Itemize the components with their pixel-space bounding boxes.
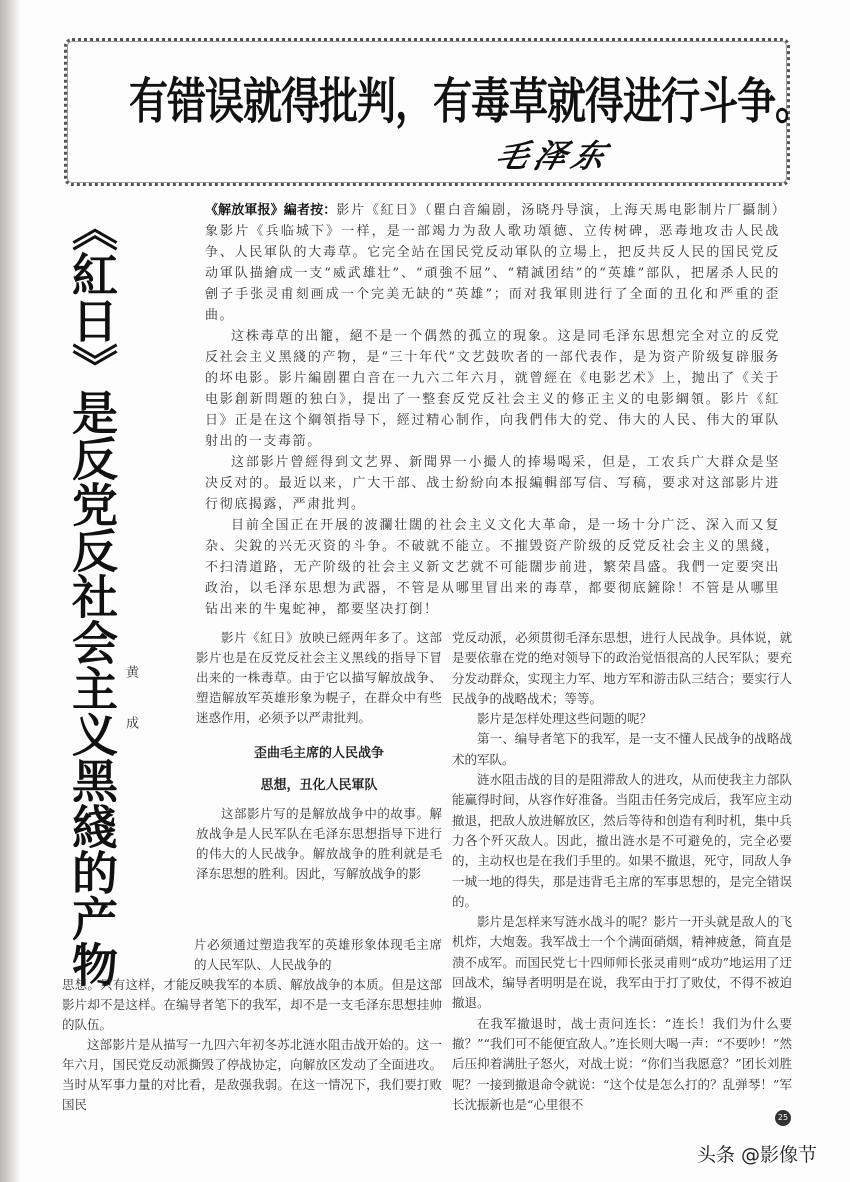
editor-note-paragraph: 这株毒草的出籠，絕不是一个偶然的孤立的現象。这是同毛泽东思想完全对立的反党反社会主义黑綫的产物，是“三十年代”文艺鼓吹者的一部代表作，是为资产阶级复辟服务的坏电影。影片編剧瞿白音在一九六二年六月，就曾經在《电影艺术》上，抛出了《关于电影創新問題的独白》，提出了一整套反党反社会主义的修正主义的电影綱領。影片《紅日》正是在这个綱領指导下，經过精心制作，向我們伟大的党、伟大的人民、伟大的軍队射出的一支毒箭。 (205, 329, 780, 449)
body-paragraph: 在我军撤退时，战士责问连长：“连长！我们为什么要撤？”“我们可不能便宜敌人。”连长则大喝一声：“不要吵！”然后压抑着满肚子怒火，对战士说：“你们当我愿意？”团长刘胜呢？一接到撤退命令就说：“这个仗是怎么打的？乱弹琴！”军长沈振新也是“心里很不 (452, 1015, 792, 1112)
editor-note (205, 200, 780, 620)
section-subheading: 歪曲毛主席的人民战争 思想，丑化人民軍队 (253, 746, 384, 793)
editor-note-label: 《解放軍报》編者按： (205, 203, 337, 218)
editor-note-paragraph: 目前全国正在开展的波瀾壮闊的社会主义文化大革命，是一场十分广泛、深入而又复杂、尖銳的兴无灭资的斗争。不破就不能立。不摧毁资产阶级的反党反社会主义的黑綫，不扫清道路，无产阶级的社会主义新文艺就不可能闊步前进，繁荣昌盛。我們一定要突出政治，以毛泽东思想为武器，不管是从哪里冒出来的毒草，都要彻底鏟除！不管是从哪里钻出来的牛鬼蛇神，都要坚决打倒！ (205, 518, 780, 617)
body-paragraph: 影片是怎样处理这些问题的呢？ (477, 711, 653, 727)
body-paragraph: 思想。只有这样，才能反映我军的本质、解放战争的本质。但是这部影片却不是这样。在编导者笔下的我军，却不是一支毛泽东思想挂帅的队伍。 (62, 977, 442, 1032)
body-paragraph: 这部影片写的是解放战争中的故事。解放战争是人民军队在毛泽东思想指导下进行的伟大的人民战争。解放战争的胜利就是毛泽东思想的胜利。因此，写解放战争的影 (196, 806, 442, 881)
watermark: 头条 @影像节 (697, 1144, 818, 1166)
body-column-right (452, 628, 792, 1115)
article-title: 《紅日》是反党反社会主义黑綫的产物 (65, 205, 119, 987)
body-column-left (196, 628, 442, 884)
quotation-box (64, 38, 814, 186)
body-paragraph: 影片是怎样来写涟水战斗的呢？影片一开头就是敌人的飞机炸，大炮轰。我军战士一个个满面硝烟，精神疲惫，简直是溃不成军。而国民党七十四师师长张灵甫则“成功”地运用了迂回战术，编导者明明是在说，我军由于打了败仗，不得不被迫撤退。 (452, 914, 792, 1011)
page-number: 25 (775, 1110, 791, 1126)
signature: 毛泽东 (491, 137, 616, 175)
body-paragraph: 党反动派，必须贯彻毛泽东思想，进行人民战争。具体说，就是要依靠在党的绝对领导下的政治觉悟很高的人民军队；要充分发动群众，实现主力军、地方军和游击队三结合；要实行人民战争的战略战术；等等。 (452, 630, 792, 706)
body-column-left-bottom (62, 935, 442, 1115)
editor-note-paragraph: 这部影片曾經得到文艺界、新聞界一小撮人的捧場喝采，但是，工农兵广大群众是坚决反对的。最近以来，广大干部、战士紛紛向本报編輯部写信、写稿，要求对这部影片进行彻底揭露，严肃批判。 (205, 455, 780, 512)
mao-quotation: 有错误就得批判，有毒草就得进行斗争。 (129, 74, 814, 131)
article-author: 黄成 (123, 665, 138, 767)
book-spine-shadow (0, 0, 20, 1182)
body-paragraph: 这部影片是从描写一九四六年初冬苏北涟水阻击战开始的。这一年六月，国民党反动派撕毁了停战协定，向解放区发动了全面进攻。当时从军事力量的对比看，是敌强我弱。在这一情况下，我们要打败国民 (62, 1037, 442, 1112)
body-paragraph: 涟水阻击战的目的是阻滞敌人的进攻，从而使我主力部队能赢得时间，从容作好准备。当阻击任务完成后，我军应主动撤退，把敌人放进解放区，然后等待和创造有利时机，集中兵力各个歼灭敌人。因此，撤出涟水是不可避免的，完全必要的，主动权也是在我们手里的。如果不撤退，死守，同敌人争一城一地的得失，那是违背毛主席的军事思想的，是完全错误的。 (452, 772, 792, 909)
editor-note-paragraph: 《解放軍报》編者按：影片《紅日》（瞿白音編剧，汤晓丹导演，上海天馬电影制片厂攝制）象影片《兵临城下》一样，是一部竭力为敌人歌功頌德、立传树碑，恶毒地攻击人民战争、人民軍队的大毒草。它完全站在国民党反动軍队的立場上，把反共反人民的国民党反动軍队描繪成一支“威武雄壮”、“頑強不屈”、“精誠团结”的“英雄”部队，把屠杀人民的劊子手张灵甫刻画成一个完美无缺的“英雄”；而对我軍則进行了全面的丑化和严重的歪曲。 (205, 203, 780, 323)
body-paragraph: 片必须通过塑造我军的英雄形象体现毛主席的人民军队、人民战争的 (194, 937, 442, 972)
body-paragraph: 第一、编导者笔下的我军，是一支不懂人民战争的战略战术的军队。 (452, 731, 792, 767)
body-paragraph: 影片《紅日》放映已經两年多了。这部影片也是在反党反社会主义黑线的指导下冒出来的一株毒草。由于它以描写解放战争、塑造解放军英雄形象为幌子，在群众中有些迷惑作用，必须予以严肃批判。 (196, 630, 442, 725)
